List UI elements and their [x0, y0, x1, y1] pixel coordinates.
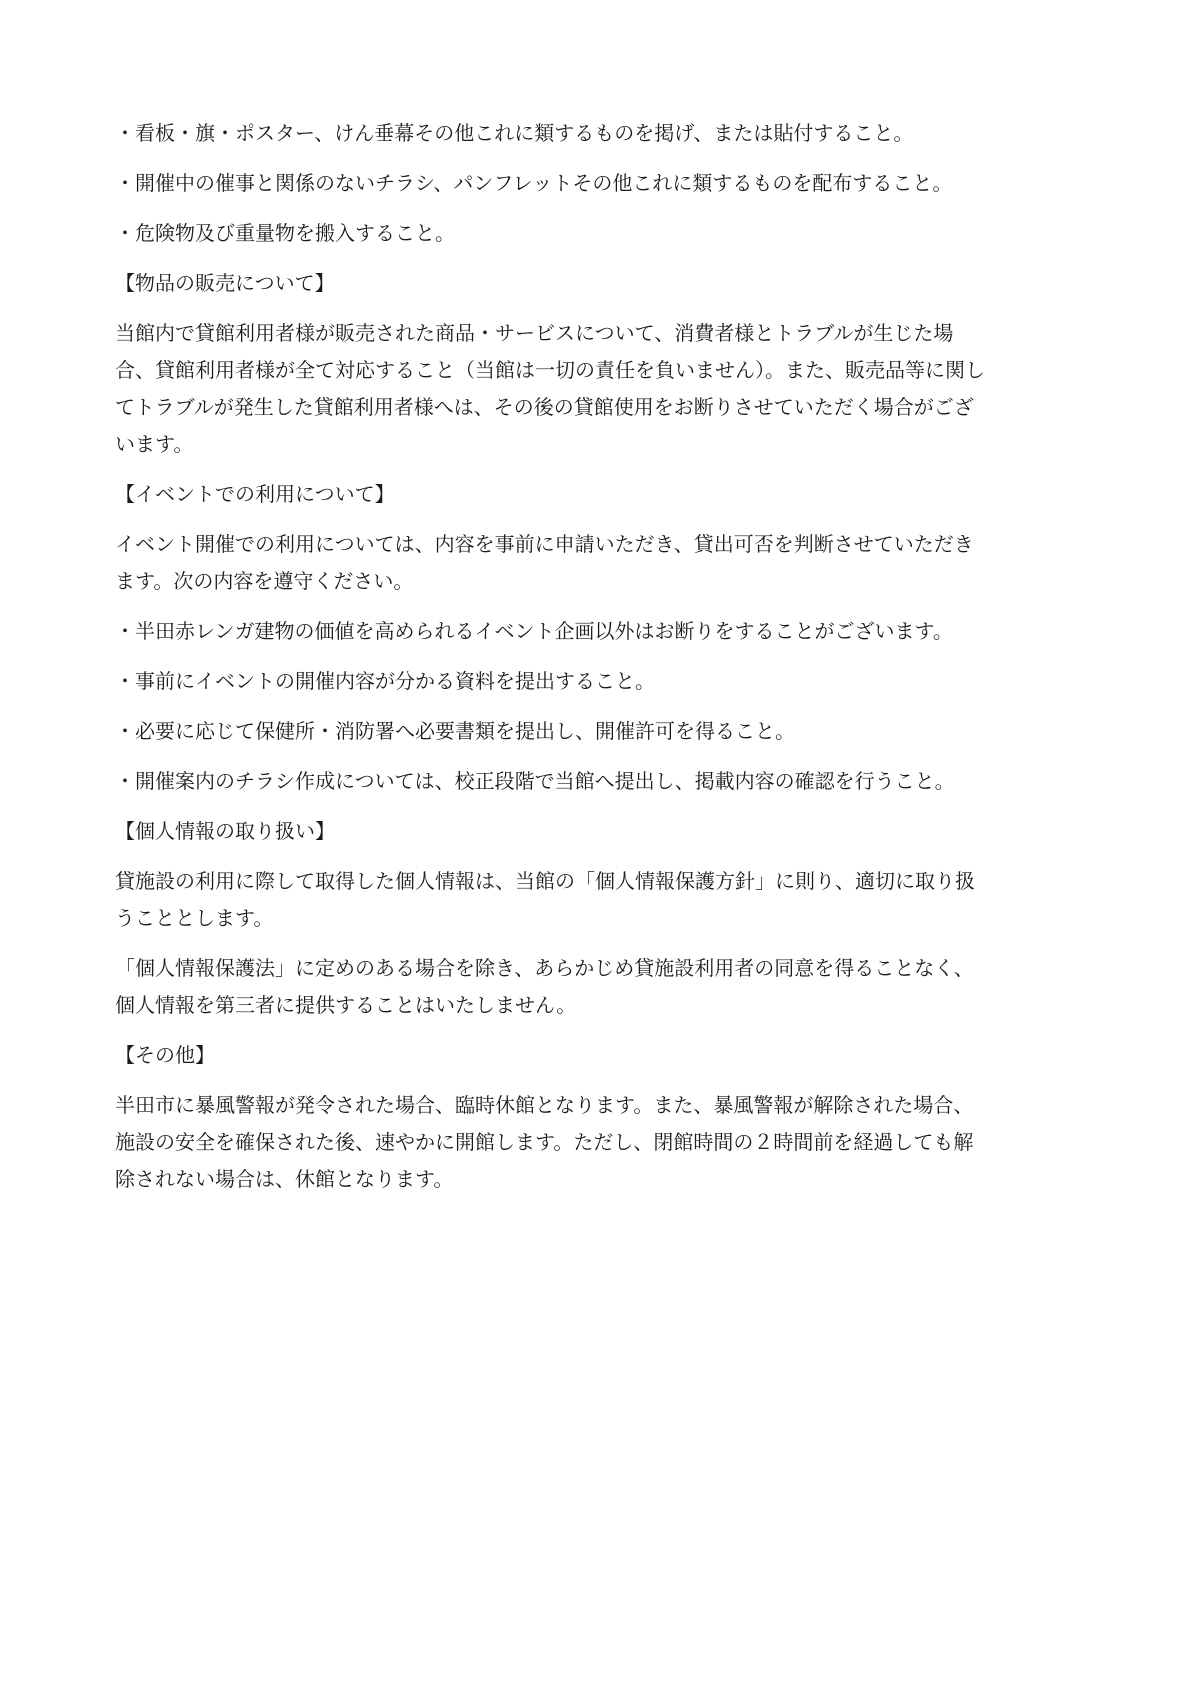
text-line: うこととします。 [115, 906, 274, 930]
document-page [115, 115, 1075, 1211]
bullet-item [115, 115, 1075, 152]
text-line: てトラブルが発生した貸館利用者様へは、その後の貸館使用をお断りさせていただく場合がござ [115, 395, 974, 419]
heading-text: 【イベントでの利用について】 [115, 482, 395, 506]
section-heading [115, 1037, 1075, 1074]
text-line: 個人情報を第三者に提供することはいたしません。 [115, 993, 577, 1017]
bullet-item [115, 613, 1075, 650]
bullet-item [115, 663, 1075, 700]
text-line: 「個人情報保護法」に定めのある場合を除き、あらかじめ貸施設利用者の同意を得ることなく、 [115, 956, 974, 980]
bullet-item [115, 165, 1075, 202]
bullet-item [115, 713, 1075, 750]
paragraph [115, 1087, 1075, 1198]
paragraph [115, 950, 1075, 1024]
text-line: ます。次の内容を遵守ください。 [115, 569, 414, 593]
paragraph [115, 863, 1075, 937]
text-line: ・開催案内のチラシ作成については、校正段階で当館へ提出し、掲載内容の確認を行うこと。 [115, 769, 955, 793]
paragraph [115, 526, 1075, 600]
text-line: ・看板・旗・ポスター、けん垂幕その他これに類するものを掲げ、または貼付すること。 [115, 121, 914, 145]
heading-text: 【個人情報の取り扱い】 [115, 819, 335, 843]
heading-text: 【物品の販売について】 [115, 271, 335, 295]
section-heading [115, 476, 1075, 513]
text-line: ・必要に応じて保健所・消防署へ必要書類を提出し、開催許可を得ること。 [115, 719, 795, 743]
paragraph [115, 315, 1075, 463]
text-line: 半田市に暴風警報が発令された場合、臨時休館となります。また、暴風警報が解除された場合、 [115, 1093, 974, 1117]
heading-text: 【その他】 [115, 1043, 215, 1067]
text-line: 貸施設の利用に際して取得した個人情報は、当館の「個人情報保護方針」に則り、適切に取り扱 [115, 869, 975, 893]
text-line: ・開催中の催事と関係のないチラシ、パンフレットその他これに類するものを配布すること。 [115, 171, 953, 195]
section-heading [115, 265, 1075, 302]
section-heading [115, 813, 1075, 850]
text-line: ・危険物及び重量物を搬入すること。 [115, 221, 455, 245]
text-line: 合、貸館利用者様が全て対応すること（当館は一切の責任を負いません）。また、販売品等に関し [115, 358, 985, 382]
bullet-item [115, 763, 1075, 800]
text-line: 当館内で貸館利用者様が販売された商品・サービスについて、消費者様とトラブルが生じた場 [115, 321, 954, 345]
text-line: ・事前にイベントの開催内容が分かる資料を提出すること。 [115, 669, 655, 693]
text-line: います。 [115, 432, 194, 456]
bullet-item [115, 215, 1075, 252]
text-line: ・半田赤レンガ建物の価値を高められるイベント企画以外はお断りをすることがございます。 [115, 619, 953, 643]
text-line: 除されない場合は、休館となります。 [115, 1167, 454, 1191]
text-line: 施設の安全を確保された後、速やかに開館します。ただし、閉館時間の２時間前を経過しても解 [115, 1130, 974, 1154]
text-line: イベント開催での利用については、内容を事前に申請いただき、貸出可否を判断させていただき [115, 532, 974, 556]
